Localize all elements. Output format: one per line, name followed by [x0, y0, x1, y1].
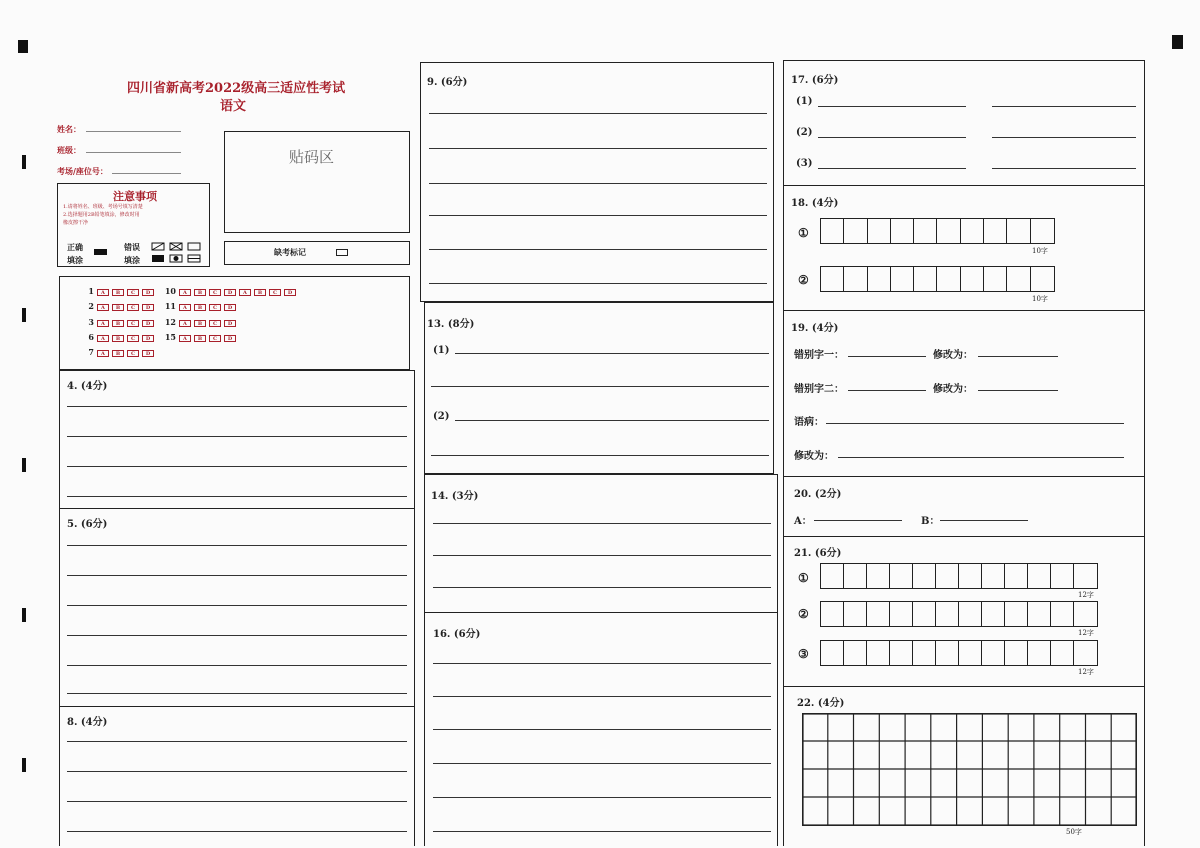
option-bubble[interactable]: B — [112, 335, 124, 342]
option-bubble[interactable]: D — [284, 289, 296, 296]
notice-line: 橡皮擦干净 — [63, 220, 89, 226]
option-bubble[interactable]: B — [194, 335, 206, 342]
answer-line[interactable] — [67, 436, 407, 437]
timing-mark — [22, 608, 26, 622]
section-divider — [783, 686, 1145, 687]
option-bubble[interactable]: B — [112, 320, 124, 327]
answer-line[interactable] — [67, 545, 407, 546]
char-grid-10[interactable] — [820, 266, 1055, 292]
answer-line[interactable] — [429, 183, 767, 184]
objective-row: 11 A B C D — [162, 301, 239, 311]
answer-line[interactable] — [67, 575, 407, 576]
option-bubble[interactable]: A — [97, 320, 109, 327]
q18-sub2: ② — [798, 273, 809, 287]
option-bubble[interactable]: C — [269, 289, 281, 296]
objective-row: 3 A B C D — [80, 317, 157, 327]
subject-title: 语文 — [220, 99, 247, 114]
q21-title: 21. (6分) — [794, 548, 842, 559]
char-count: 10字 — [1032, 247, 1048, 255]
q13-title: 13. (8分) — [427, 319, 475, 330]
objective-row: 15 A B C D — [162, 332, 239, 342]
option-bubble[interactable]: D — [142, 320, 154, 327]
answer-line[interactable] — [67, 406, 407, 407]
option-bubble[interactable]: D — [224, 289, 236, 296]
option-bubble[interactable]: A — [179, 289, 191, 296]
objective-row: 12 A B C D — [162, 317, 239, 327]
answer-line[interactable] — [431, 455, 769, 456]
section-divider — [783, 536, 1145, 537]
answer-line[interactable] — [814, 520, 902, 521]
timing-mark — [22, 458, 26, 472]
answer-line[interactable] — [433, 729, 771, 730]
notice-line: 2.选择题用2B铅笔填涂，修改时用 — [63, 212, 140, 218]
option-bubble[interactable]: D — [142, 350, 154, 357]
option-bubble[interactable]: C — [209, 289, 221, 296]
q4-section — [59, 370, 415, 509]
answer-line[interactable] — [455, 353, 769, 354]
q17-sub1: (1) — [796, 96, 813, 107]
answer-line[interactable] — [67, 693, 407, 694]
q20-title: 20. (2分) — [794, 489, 842, 500]
answer-line[interactable] — [818, 137, 966, 138]
answer-line[interactable] — [67, 635, 407, 636]
absent-mark-bubble[interactable] — [336, 249, 348, 256]
absent-mark-box — [224, 241, 410, 265]
q8-section — [59, 706, 415, 846]
objective-row: 6 A B C D — [80, 332, 157, 342]
answer-line[interactable] — [940, 520, 1028, 521]
answer-line[interactable] — [818, 106, 966, 107]
correct-label: 正确 填涂 — [67, 242, 83, 265]
option-bubble[interactable]: D — [142, 289, 154, 296]
char-grid-12[interactable] — [820, 640, 1098, 666]
barcode-area — [224, 131, 410, 233]
answer-line[interactable] — [67, 831, 407, 832]
option-bubble[interactable]: B — [112, 304, 124, 311]
objective-row: 7 A B C D — [80, 347, 157, 357]
option-bubble[interactable]: C — [127, 335, 139, 342]
answer-line[interactable] — [818, 168, 966, 169]
answer-line[interactable] — [429, 283, 767, 284]
absent-mark-label: 缺考标记 — [274, 247, 306, 257]
answer-line[interactable] — [826, 423, 1124, 424]
seat-label: 考场/座位号： — [57, 166, 108, 176]
timing-mark — [22, 758, 26, 772]
q19-sick: 语病： — [794, 417, 824, 428]
option-bubble[interactable]: B — [194, 304, 206, 311]
q20-a: A： — [794, 516, 812, 527]
q19-wrong1: 错别字一： — [794, 350, 844, 361]
answer-line[interactable] — [978, 356, 1058, 357]
option-bubble[interactable]: C — [127, 350, 139, 357]
char-count: 50字 — [1066, 828, 1082, 836]
option-bubble[interactable]: B — [194, 289, 206, 296]
q5-title: 5. (6分) — [67, 519, 108, 530]
option-bubble[interactable]: A — [239, 289, 251, 296]
option-bubble[interactable]: D — [224, 304, 236, 311]
answer-line[interactable] — [455, 420, 769, 421]
answer-line[interactable] — [431, 386, 769, 387]
option-bubble[interactable]: A — [97, 289, 109, 296]
q9-section — [420, 62, 774, 302]
answer-line[interactable] — [67, 741, 407, 742]
q19-title: 19. (4分) — [791, 323, 839, 334]
q20-b: B： — [921, 516, 940, 527]
q17-title: 17. (6分) — [791, 75, 839, 86]
option-bubble[interactable]: D — [142, 304, 154, 311]
q5-section — [59, 508, 415, 707]
answer-line[interactable] — [433, 523, 771, 524]
answer-line[interactable] — [433, 831, 771, 832]
section-divider — [783, 185, 1145, 186]
q19-fix1: 修改为： — [933, 350, 973, 361]
answer-line[interactable] — [67, 466, 407, 467]
char-count: 10字 — [1032, 295, 1048, 303]
answer-line[interactable] — [429, 148, 767, 149]
option-bubble[interactable]: C — [209, 320, 221, 327]
notice-line: 1.请将姓名、班级、考场号填写清楚 — [63, 204, 143, 210]
option-bubble[interactable]: C — [127, 289, 139, 296]
option-bubble[interactable]: A — [179, 304, 191, 311]
option-bubble[interactable]: C — [209, 304, 221, 311]
option-bubble[interactable]: D — [224, 320, 236, 327]
class-label: 班级： — [57, 145, 81, 155]
notice-box — [57, 183, 210, 267]
answer-line[interactable] — [838, 457, 1124, 458]
option-bubble[interactable]: A — [97, 335, 109, 342]
answer-line[interactable] — [67, 801, 407, 802]
option-bubble[interactable]: C — [127, 320, 139, 327]
q4-title: 4. (4分) — [67, 381, 108, 392]
q19-fix3: 修改为： — [794, 451, 834, 462]
answer-line[interactable] — [433, 696, 771, 697]
section-divider — [783, 476, 1145, 477]
answer-line[interactable] — [978, 390, 1058, 391]
option-bubble[interactable]: B — [112, 350, 124, 357]
q19-fix2: 修改为： — [933, 384, 973, 395]
option-bubble[interactable]: D — [142, 335, 154, 342]
answer-line[interactable] — [433, 763, 771, 764]
answer-line[interactable] — [429, 113, 767, 114]
answer-line[interactable] — [433, 797, 771, 798]
q17-sub3: (3) — [796, 158, 813, 169]
timing-mark — [22, 308, 26, 322]
answer-line[interactable] — [67, 496, 407, 497]
q16-section — [424, 612, 778, 846]
char-count: 12字 — [1078, 591, 1094, 599]
option-bubble[interactable]: A — [179, 335, 191, 342]
q14-title: 14. (3分) — [431, 491, 479, 502]
q21-sub2: ② — [798, 607, 809, 621]
char-count: 12字 — [1078, 629, 1094, 637]
timing-mark — [22, 155, 26, 169]
objective-row: 10 A B C D A B C D — [162, 286, 299, 296]
answer-line[interactable] — [433, 587, 771, 588]
answer-line[interactable] — [67, 771, 407, 772]
q18-title: 18. (4分) — [791, 198, 839, 209]
q8-title: 8. (4分) — [67, 717, 108, 728]
q13-sub2: (2) — [433, 411, 450, 422]
name-field[interactable] — [86, 131, 181, 132]
option-bubble[interactable]: A — [97, 304, 109, 311]
correct-fill-sample — [94, 249, 107, 255]
q16-title: 16. (6分) — [433, 629, 481, 640]
q17-sub2: (2) — [796, 127, 813, 138]
answer-line[interactable] — [992, 106, 1136, 107]
char-count: 12字 — [1078, 668, 1094, 676]
wrong-label: 错误 填涂 — [124, 242, 140, 265]
option-bubble[interactable]: B — [254, 289, 266, 296]
registration-mark — [1172, 35, 1183, 49]
registration-mark — [18, 40, 28, 53]
objective-row: 2 A B C D — [80, 301, 157, 311]
option-bubble[interactable]: B — [194, 320, 206, 327]
barcode-label: 贴码区 — [289, 148, 335, 166]
answer-line[interactable] — [433, 663, 771, 664]
option-bubble[interactable]: D — [224, 335, 236, 342]
answer-line[interactable] — [429, 249, 767, 250]
q21-sub3: ③ — [798, 647, 809, 661]
option-bubble[interactable]: B — [112, 289, 124, 296]
q9-title: 9. (6分) — [427, 77, 468, 88]
notice-title: 注意事项 — [113, 190, 157, 203]
objective-row: 1 A B C D — [80, 286, 157, 296]
answer-line[interactable] — [67, 605, 407, 606]
char-grid-10[interactable] — [820, 218, 1055, 244]
seat-field[interactable] — [112, 173, 181, 174]
option-bubble[interactable]: A — [179, 320, 191, 327]
answer-line[interactable] — [433, 555, 771, 556]
q13-sub1: (1) — [433, 345, 450, 356]
answer-line[interactable] — [848, 390, 926, 391]
char-grid-12[interactable] — [820, 601, 1098, 627]
wrong-fill-samples — [151, 242, 206, 264]
option-bubble[interactable]: C — [127, 304, 139, 311]
option-bubble[interactable]: C — [209, 335, 221, 342]
q22-title: 22. (4分) — [797, 698, 845, 709]
char-grid-50[interactable] — [802, 713, 1137, 826]
q18-sub1: ① — [798, 226, 809, 240]
answer-line[interactable] — [67, 665, 407, 666]
section-divider — [783, 310, 1145, 311]
answer-line[interactable] — [992, 137, 1136, 138]
name-label: 姓名： — [57, 124, 81, 134]
q21-sub1: ① — [798, 571, 809, 585]
q19-wrong2: 错别字二： — [794, 384, 844, 395]
char-grid-12[interactable] — [820, 563, 1098, 589]
class-field[interactable] — [86, 152, 181, 153]
answer-line[interactable] — [992, 168, 1136, 169]
answer-line[interactable] — [848, 356, 926, 357]
q13-section — [424, 302, 774, 474]
answer-line[interactable] — [429, 215, 767, 216]
option-bubble[interactable]: A — [97, 350, 109, 357]
exam-title: 四川省新高考2022级高三适应性考试 — [127, 81, 346, 96]
q14-section — [424, 474, 778, 613]
